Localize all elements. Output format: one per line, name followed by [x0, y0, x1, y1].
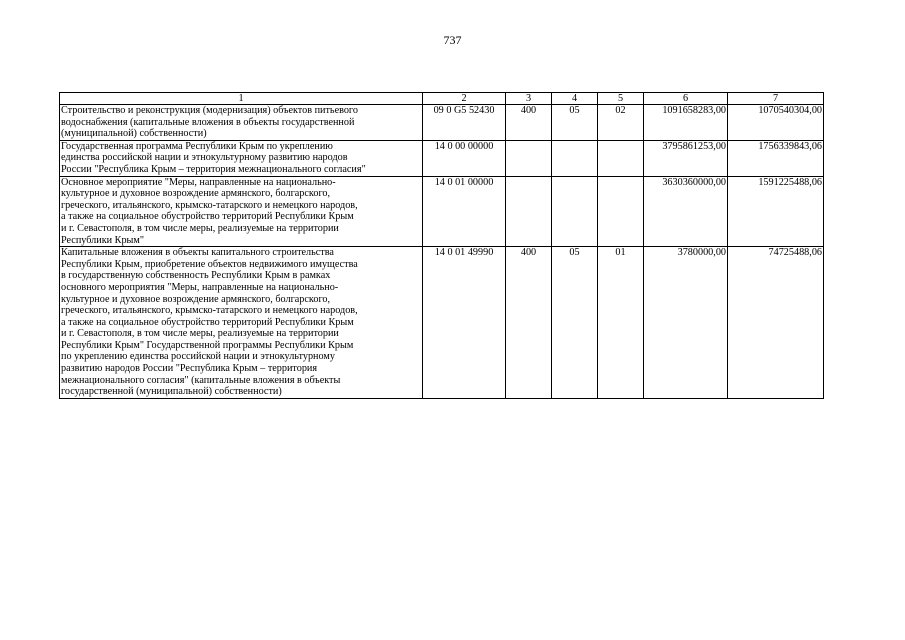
row-target-article: 14 0 01 00000: [423, 176, 506, 247]
column-header: 3: [506, 93, 552, 105]
row-subsection: [598, 176, 644, 247]
row-expense-type: 400: [506, 105, 552, 141]
page-number: 737: [443, 33, 462, 47]
column-header: 5: [598, 93, 644, 105]
row-description: Строительство и реконструкция (модернизация) объектов питьевого водоснабжения (капитальные вложения в объекты государственной (муниципальной) собственности): [60, 105, 423, 141]
column-header: 7: [728, 93, 824, 105]
row-amount-col7: 1591225488,06: [728, 176, 824, 247]
row-subsection: [598, 140, 644, 176]
row-amount-col6: 1091658283,00: [644, 105, 728, 141]
row-section: [552, 140, 598, 176]
table-row: [60, 105, 824, 141]
column-header: 2: [423, 93, 506, 105]
table-row: [60, 176, 824, 247]
row-section: [552, 176, 598, 247]
column-header: 4: [552, 93, 598, 105]
row-description: Государственная программа Республики Крым по укреплению единства российской нации и этнокультурному развитию народов России "Республика Крым – территория межнационального согласия": [60, 140, 423, 176]
row-amount-col7: 74725488,06: [728, 247, 824, 399]
row-amount-col6: 3780000,00: [644, 247, 728, 399]
row-subsection: 02: [598, 105, 644, 141]
budget-table: [59, 92, 824, 399]
table-row: [60, 140, 824, 176]
column-header: 6: [644, 93, 728, 105]
row-subsection: 01: [598, 247, 644, 399]
row-section: 05: [552, 247, 598, 399]
row-amount-col6: 3630360000,00: [644, 176, 728, 247]
header-row: [60, 93, 824, 105]
column-header: 1: [60, 93, 423, 105]
row-target-article: 09 0 G5 52430: [423, 105, 506, 141]
row-expense-type: [506, 176, 552, 247]
row-description: Капитальные вложения в объекты капитального строительства Республики Крым, приобретение объектов недвижимого имущества в государственную собственность Республики Крым в рамках основного мероприятия "Меры, направленные на национально- культурное и духовное возрождение армянского, болгарского, греческого, итальянского, крымско-татарского и немецкого народов, а также на социальное обустройство территорий Республики Крым и г. Севастополя, в том числе меры, реализуемые на территории Республики Крым" Государственной программы Республики Крым по укреплению единства российской нации и этнокультурному развитию народов России "Республика Крым – территория межнационального согласия" (капитальные вложения в объекты государственной (муниципальной) собственности): [60, 247, 423, 399]
row-description: Основное мероприятие "Меры, направленные на национально- культурное и духовное возрождение армянского, болгарского, греческого, итальянского, крымско-татарского и немецкого народов, а также на социальное обустройство территорий Республики Крым и г. Севастополя, в том числе меры, реализуемые на территории Республики Крым": [60, 176, 423, 247]
row-target-article: 14 0 00 00000: [423, 140, 506, 176]
row-expense-type: 400: [506, 247, 552, 399]
row-target-article: 14 0 01 49990: [423, 247, 506, 399]
table-row: [60, 247, 824, 399]
row-amount-col7: 1070540304,00: [728, 105, 824, 141]
row-amount-col6: 3795861253,00: [644, 140, 728, 176]
row-section: 05: [552, 105, 598, 141]
row-amount-col7: 1756339843,06: [728, 140, 824, 176]
row-expense-type: [506, 140, 552, 176]
